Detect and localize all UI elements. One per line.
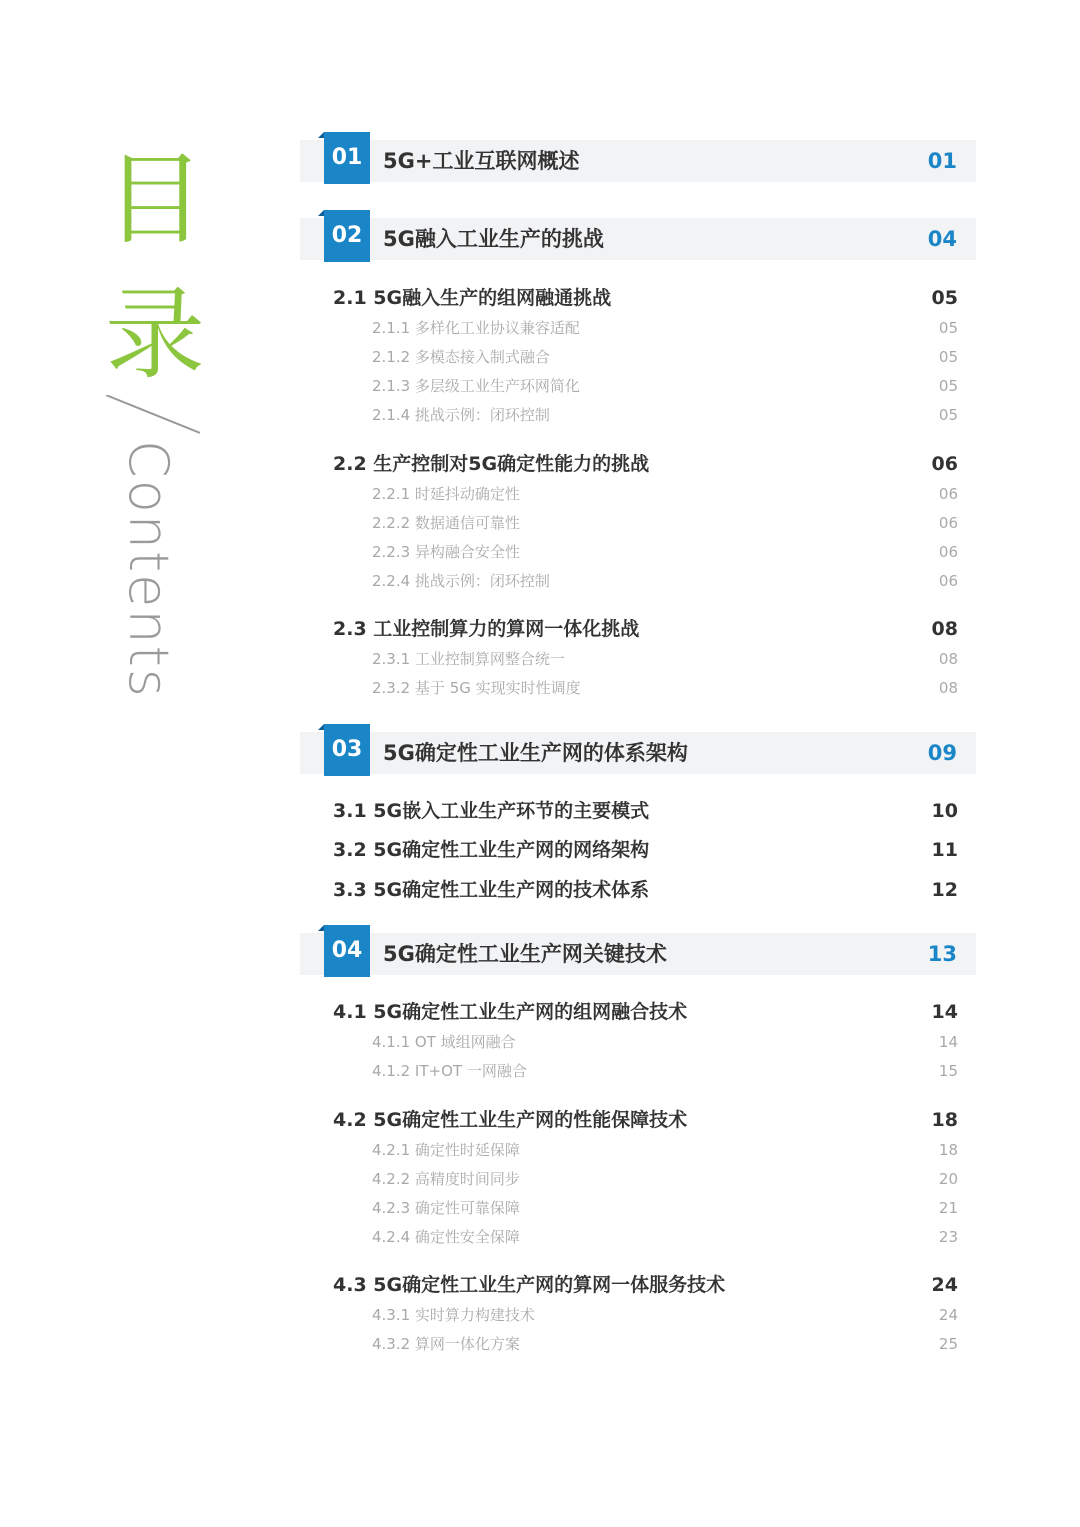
section-title: 4.3 5G确定性工业生产网的算网一体服务技术 — [333, 1274, 726, 1296]
chapter-row[interactable] — [300, 933, 976, 975]
chapter-row[interactable] — [300, 218, 976, 260]
chapter-number-tab: 04 — [324, 925, 370, 977]
subsection-title: 2.1.4 挑战示例：闭环控制 — [372, 406, 550, 424]
section-page-number: 05 — [931, 287, 958, 309]
subsection-title: 4.3.1 实时算力构建技术 — [372, 1306, 535, 1324]
section-row[interactable] — [333, 1105, 958, 1135]
subsection-page-number: 15 — [938, 1062, 958, 1080]
subsection-title: 2.2.2 数据通信可靠性 — [372, 514, 520, 532]
subsection-row[interactable] — [372, 315, 958, 341]
section-row[interactable] — [333, 796, 958, 826]
section-page-number: 10 — [931, 800, 958, 822]
chapter-page-number: 04 — [927, 227, 957, 251]
chapter-number-tab: 02 — [324, 210, 370, 262]
section-row[interactable] — [333, 614, 958, 644]
subsection-page-number: 05 — [938, 377, 958, 395]
section-page-number: 06 — [931, 453, 958, 475]
subsection-row[interactable] — [372, 1195, 958, 1221]
subsection-row[interactable] — [372, 646, 958, 672]
subsection-title: 4.2.1 确定性时延保障 — [372, 1141, 520, 1159]
section-page-number: 24 — [931, 1274, 958, 1296]
section-title: 2.2 生产控制对5G确定性能力的挑战 — [333, 453, 650, 475]
subsection-title: 2.1.1 多样化工业协议兼容适配 — [372, 319, 580, 337]
section-row[interactable] — [333, 1270, 958, 1300]
chapter-title: 5G确定性工业生产网关键技术 — [383, 942, 667, 966]
subsection-title: 2.3.1 工业控制算网整合统一 — [372, 650, 565, 668]
subsection-title: 2.2.4 挑战示例：闭环控制 — [372, 572, 550, 590]
subsection-page-number: 25 — [938, 1335, 958, 1353]
subsection-title: 4.2.4 确定性安全保障 — [372, 1228, 520, 1246]
section-row[interactable] — [333, 997, 958, 1027]
section-page-number: 11 — [931, 839, 958, 861]
subsection-row[interactable] — [372, 481, 958, 507]
section-title: 3.1 5G嵌入工业生产环节的主要模式 — [333, 800, 650, 822]
section-row[interactable] — [333, 283, 958, 313]
subsection-row[interactable] — [372, 1166, 958, 1192]
subsection-row[interactable] — [372, 402, 958, 428]
section-page-number: 08 — [931, 618, 958, 640]
subsection-page-number: 24 — [938, 1306, 958, 1324]
section-page-number: 18 — [931, 1109, 958, 1131]
subsection-page-number: 06 — [938, 514, 958, 532]
subsection-title: 2.3.2 基于 5G 实现实时性调度 — [372, 679, 581, 697]
subsection-page-number: 06 — [938, 485, 958, 503]
subsection-row[interactable] — [372, 539, 958, 565]
side-title — [0, 0, 290, 720]
subsection-page-number: 20 — [938, 1170, 958, 1188]
section-title: 2.3 工业控制算力的算网一体化挑战 — [333, 618, 640, 640]
chapter-number-tab: 01 — [324, 132, 370, 184]
subsection-page-number: 05 — [938, 319, 958, 337]
subsection-row[interactable] — [372, 1224, 958, 1250]
subsection-row[interactable] — [372, 510, 958, 536]
subsection-title: 4.2.2 高精度时间同步 — [372, 1170, 520, 1188]
subsection-page-number: 21 — [938, 1199, 958, 1217]
table-of-contents — [300, 0, 990, 1527]
subsection-row[interactable] — [372, 675, 958, 701]
section-title: 3.3 5G确定性工业生产网的技术体系 — [333, 879, 650, 901]
subsection-row[interactable] — [372, 1137, 958, 1163]
subsection-page-number: 14 — [938, 1033, 958, 1051]
subsection-title: 2.2.1 时延抖动确定性 — [372, 485, 520, 503]
slash-divider — [106, 395, 200, 435]
section-title: 2.1 5G融入生产的组网融通挑战 — [333, 287, 612, 309]
subsection-page-number: 06 — [938, 543, 958, 561]
chapter-page-number: 01 — [927, 149, 957, 173]
title-contents-english: Contents — [117, 440, 180, 699]
subsection-title: 2.1.2 多模态接入制式融合 — [372, 348, 550, 366]
section-row[interactable] — [333, 875, 958, 905]
section-row[interactable] — [333, 449, 958, 479]
chapter-title: 5G融入工业生产的挑战 — [383, 227, 604, 251]
subsection-row[interactable] — [372, 1302, 958, 1328]
subsection-title: 2.2.3 异构融合安全性 — [372, 543, 520, 561]
section-row[interactable] — [333, 835, 958, 865]
section-title: 4.2 5G确定性工业生产网的性能保障技术 — [333, 1109, 688, 1131]
chapter-row[interactable] — [300, 140, 976, 182]
subsection-title: 4.1.1 OT 域组网融合 — [372, 1033, 516, 1051]
chapter-number-tab: 03 — [324, 724, 370, 776]
chapter-page-number: 09 — [927, 741, 957, 765]
subsection-page-number: 08 — [938, 679, 958, 697]
title-char-mu: 目 — [105, 141, 205, 258]
subsection-row[interactable] — [372, 1058, 958, 1084]
section-title: 4.1 5G确定性工业生产网的组网融合技术 — [333, 1001, 688, 1023]
subsection-title: 4.1.2 IT+OT 一网融合 — [372, 1062, 527, 1080]
chapter-page-number: 13 — [927, 942, 957, 966]
subsection-row[interactable] — [372, 344, 958, 370]
chapter-title: 5G确定性工业生产网的体系架构 — [383, 741, 688, 765]
subsection-page-number: 05 — [938, 406, 958, 424]
section-page-number: 14 — [931, 1001, 958, 1023]
subsection-page-number: 18 — [938, 1141, 958, 1159]
section-page-number: 12 — [931, 879, 958, 901]
chapter-row[interactable] — [300, 732, 976, 774]
subsection-page-number: 23 — [938, 1228, 958, 1246]
subsection-title: 4.2.3 确定性可靠保障 — [372, 1199, 520, 1217]
subsection-row[interactable] — [372, 1331, 958, 1357]
subsection-row[interactable] — [372, 373, 958, 399]
chapter-title: 5G+工业互联网概述 — [383, 149, 580, 173]
subsection-title: 2.1.3 多层级工业生产环网简化 — [372, 377, 580, 395]
section-title: 3.2 5G确定性工业生产网的网络架构 — [333, 839, 650, 861]
subsection-row[interactable] — [372, 568, 958, 594]
subsection-page-number: 05 — [938, 348, 958, 366]
subsection-row[interactable] — [372, 1029, 958, 1055]
title-char-lu: 录 — [105, 276, 205, 393]
subsection-page-number: 08 — [938, 650, 958, 668]
subsection-page-number: 06 — [938, 572, 958, 590]
subsection-title: 4.3.2 算网一体化方案 — [372, 1335, 520, 1353]
